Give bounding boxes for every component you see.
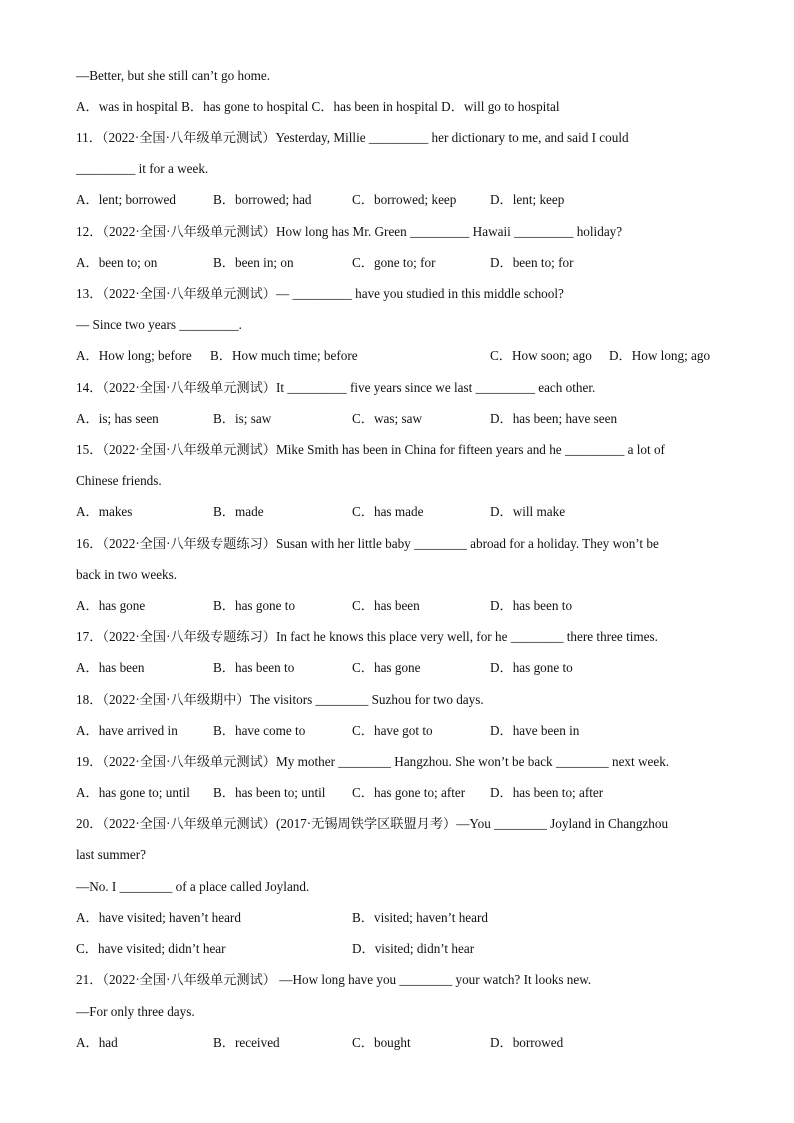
q11-option-d: D．lent; keep <box>490 192 565 207</box>
q15-option-a: A．makes <box>76 504 133 519</box>
q20-option-a: A．have visited; haven’t heard <box>76 910 241 925</box>
q16-option-d: D．has been to <box>490 598 573 613</box>
q17-option-d: D．has gone to <box>490 660 573 675</box>
q17-option-b: B．has been to <box>213 660 295 675</box>
q13-option-b: B．How much time; before <box>210 348 358 363</box>
q18-option-c: C．have got to <box>352 723 433 738</box>
q16-option-c: C．has been <box>352 598 420 613</box>
q14-option-a: A．is; has seen <box>76 411 159 426</box>
question-21-reply: —For only three days. <box>76 1004 195 1019</box>
q18-option-a: A．have arrived in <box>76 723 178 738</box>
q17-option-c: C．has gone <box>352 660 421 675</box>
q11-option-b: B．borrowed; had <box>213 192 312 207</box>
question-11-cont: _________ it for a week. <box>76 161 209 176</box>
q18-option-d: D．have been in <box>490 723 580 738</box>
q13-option-d: D．How long; ago <box>609 348 711 363</box>
q19-option-d: D．has been to; after <box>490 785 604 800</box>
question-14: 14．（2022·全国·八年级单元测试）It _________ five years since we last _________ each other. <box>76 380 596 395</box>
q18-option-b: B．have come to <box>213 723 306 738</box>
question-19: 19．（2022·全国·八年级单元测试）My mother ________ Hangzhou. She won’t be back ________ next week. <box>76 754 670 769</box>
q19-option-a: A．has gone to; until <box>76 785 190 800</box>
question-13-cont: — Since two years _________. <box>76 317 242 332</box>
q12-option-a: A．been to; on <box>76 255 158 270</box>
q16-option-a: A．has gone <box>76 598 146 613</box>
question-17: 17．（2022·全国·八年级专题练习）In fact he knows this place very well, for he ________ there three times. <box>76 629 658 644</box>
q20-option-c: C．have visited; didn’t hear <box>76 941 226 956</box>
q11-option-c: C．borrowed; keep <box>352 192 457 207</box>
q21-option-a: A．had <box>76 1035 118 1050</box>
q21-option-d: D．borrowed <box>490 1035 564 1050</box>
q13-option-c: C．How soon; ago <box>490 348 592 363</box>
q15-option-b: B．made <box>213 504 264 519</box>
question-15-cont: Chinese friends. <box>76 473 162 488</box>
q15-option-c: C．has made <box>352 504 424 519</box>
q16-option-b: B．has gone to <box>213 598 296 613</box>
question-16: 16．（2022·全国·八年级专题练习）Susan with her little baby ________ abroad for a holiday. They won’t be <box>76 536 659 551</box>
question-20-cont: last summer? <box>76 847 146 862</box>
q15-option-d: D．will make <box>490 504 566 519</box>
q14-option-d: D．has been; have seen <box>490 411 618 426</box>
q12-option-d: D．been to; for <box>490 255 574 270</box>
question-15: 15．（2022·全国·八年级单元测试）Mike Smith has been in China for fifteen years and he _________ a lot of <box>76 442 665 457</box>
question-16-cont: back in two weeks. <box>76 567 178 582</box>
question-20: 20．（2022·全国·八年级单元测试）(2017·无锡周铁学区联盟月考）—You ________ Joyland in Changzhou <box>76 816 669 831</box>
question-18: 18．（2022·全国·八年级期中）The visitors ________ Suzhou for two days. <box>76 692 484 707</box>
answer-line: —Better, but she still can’t go home. <box>76 68 271 83</box>
q14-option-b: B．is; saw <box>213 411 272 426</box>
question-20-reply: —No. I ________ of a place called Joyland. <box>76 879 310 894</box>
q21-option-b: B．received <box>213 1035 280 1050</box>
q20-option-d: D．visited; didn’t hear <box>352 941 475 956</box>
q12-option-c: C．gone to; for <box>352 255 436 270</box>
options-line: A．was in hospital B．has gone to hospital C．has been in hospital D．will go to hospital <box>76 99 560 114</box>
q14-option-c: C．was; saw <box>352 411 422 426</box>
q13-option-a: A．How long; before <box>76 348 192 363</box>
q20-option-b: B．visited; haven’t heard <box>352 910 488 925</box>
question-13: 13．（2022·全国·八年级单元测试）— _________ have you studied in this middle school? <box>76 286 564 301</box>
question-12: 12．（2022·全国·八年级单元测试）How long has Mr. Green _________ Hawaii _________ holiday? <box>76 224 623 239</box>
q11-option-a: A．lent; borrowed <box>76 192 176 207</box>
question-11: 11．（2022·全国·八年级单元测试）Yesterday, Millie _________ her dictionary to me, and said I could <box>76 130 629 145</box>
q21-option-c: C．bought <box>352 1035 411 1050</box>
q19-option-b: B．has been to; until <box>213 785 326 800</box>
q17-option-a: A．has been <box>76 660 145 675</box>
question-21: 21．（2022·全国·八年级单元测试） —How long have you ________ your watch? It looks new. <box>76 972 592 987</box>
q12-option-b: B．been in; on <box>213 255 294 270</box>
q19-option-c: C．has gone to; after <box>352 785 466 800</box>
